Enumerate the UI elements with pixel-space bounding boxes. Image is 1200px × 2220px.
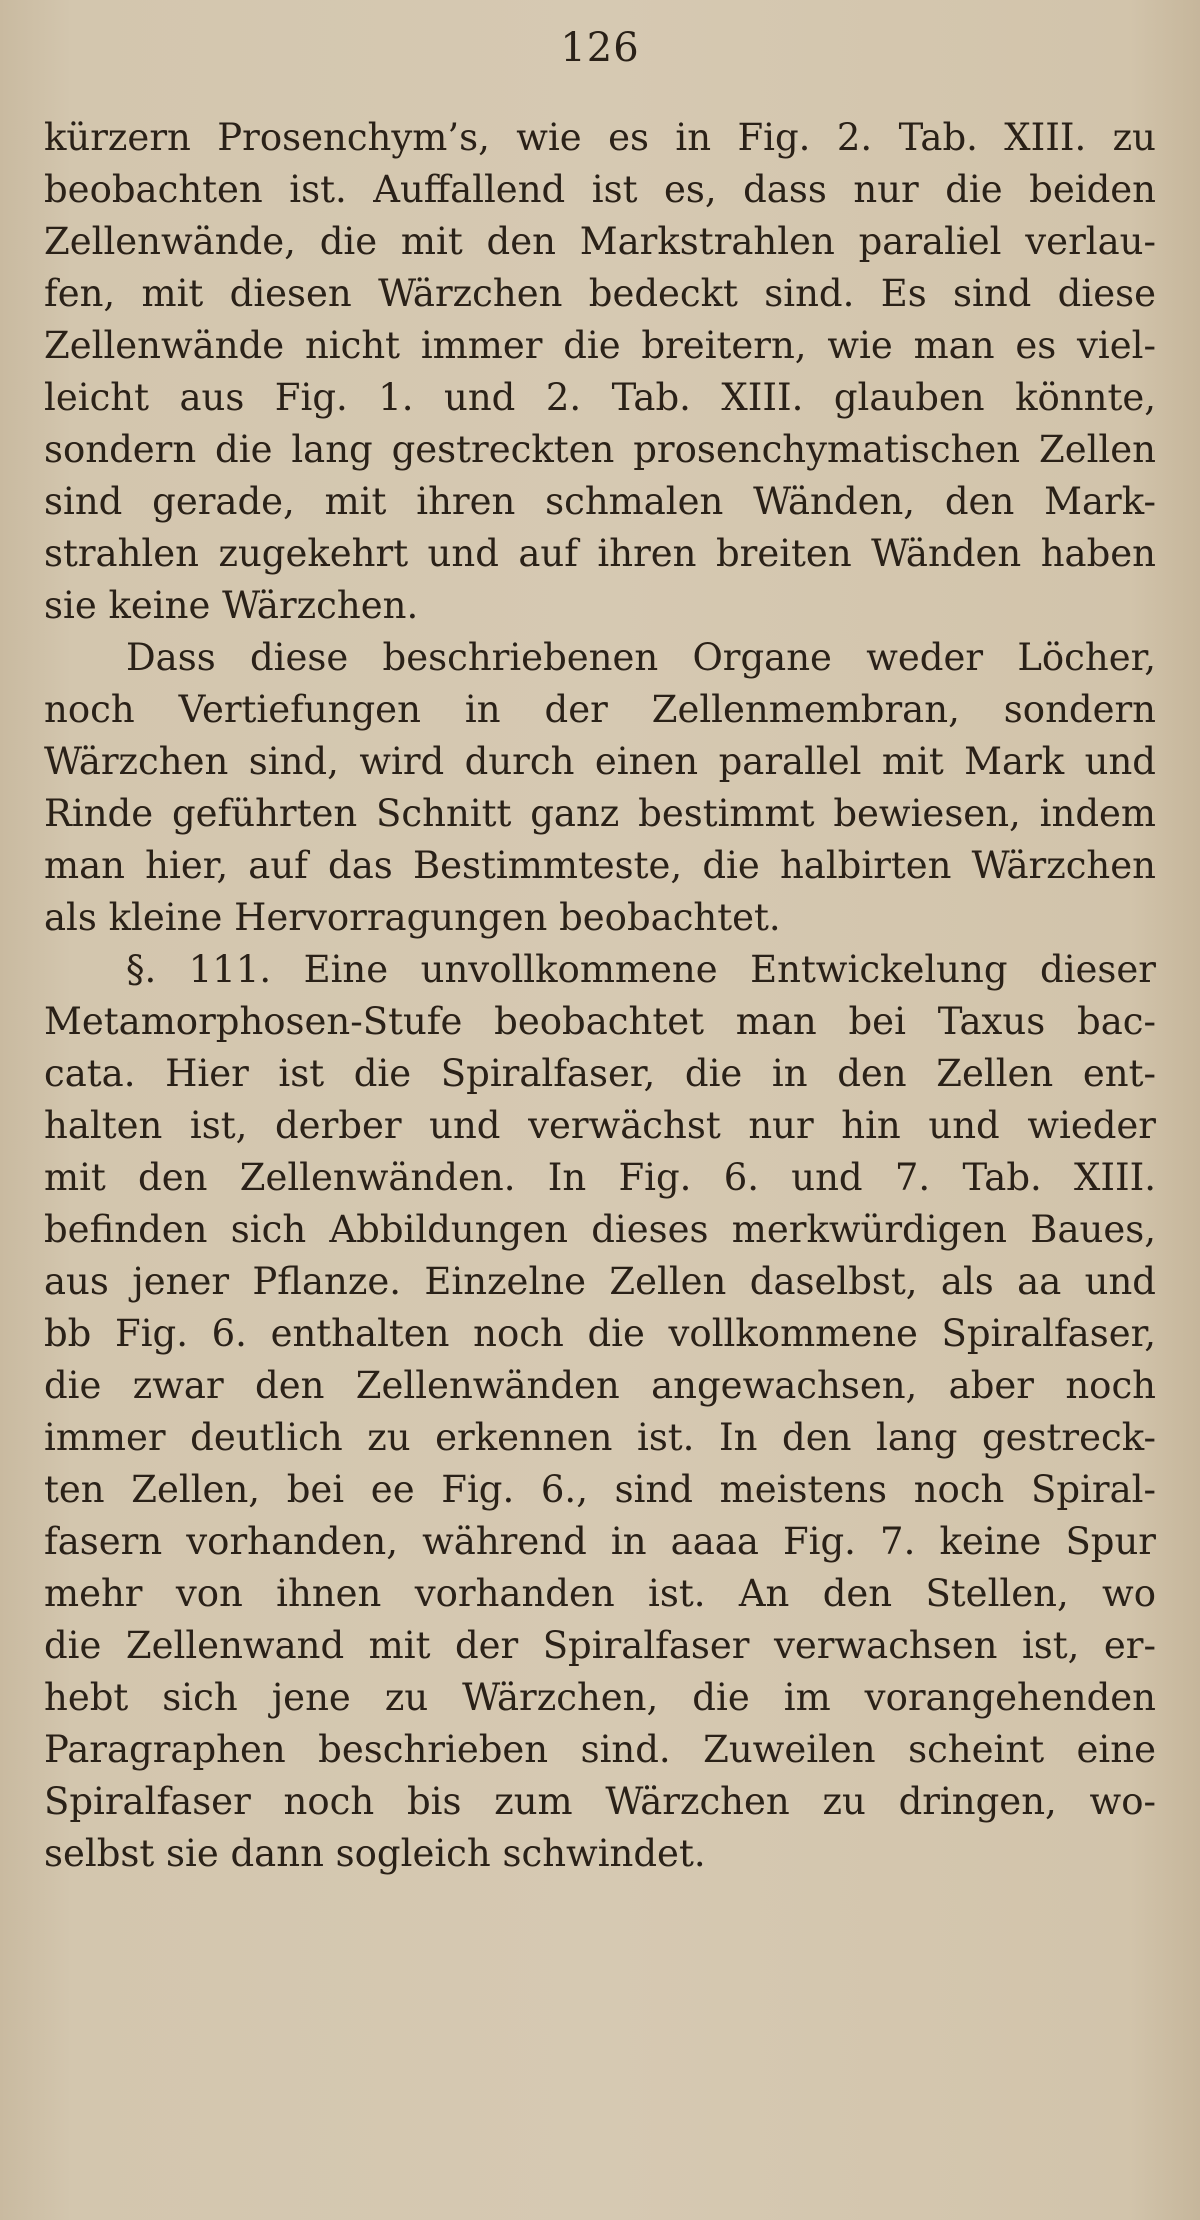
text-line: fasern vorhanden, während in aaaa Fig. 7. keine Spur	[44, 1520, 1156, 1563]
text-line: sie keine Wärzchen.	[44, 584, 419, 627]
text-line: Zellenwände, die mit den Markstrahlen paraliel verlau-	[44, 220, 1156, 263]
text-line: fen, mit diesen Wärzchen bedeckt sind. Es sind diese	[44, 272, 1156, 315]
text-line: als kleine Hervorragungen beobachtet.	[44, 896, 781, 939]
text-line: Dass diese beschriebenen Organe weder Löcher,	[126, 636, 1156, 679]
text-line: hebt sich jene zu Wärzchen, die im vorangehenden	[44, 1676, 1156, 1719]
text-line: immer deutlich zu erkennen ist. In den lang gestreck-	[44, 1416, 1156, 1459]
text-line: befinden sich Abbildungen dieses merkwürdigen Baues,	[44, 1208, 1156, 1251]
text-line: man hier, auf das Bestimmteste, die halbirten Wärzchen	[44, 844, 1156, 887]
text-line: mehr von ihnen vorhanden ist. An den Stellen, wo	[44, 1572, 1156, 1615]
page-number: 126	[560, 25, 640, 71]
text-line: selbst sie dann sogleich schwindet.	[44, 1832, 706, 1875]
text-line: strahlen zugekehrt und auf ihren breiten Wänden haben	[44, 532, 1156, 575]
text-line: die Zellenwand mit der Spiralfaser verwachsen ist, er-	[44, 1624, 1156, 1667]
text-line: Paragraphen beschrieben sind. Zuweilen scheint eine	[44, 1728, 1156, 1771]
text-line: Wärzchen sind, wird durch einen parallel mit Mark und	[44, 740, 1156, 783]
text-line: ten Zellen, bei ee Fig. 6., sind meistens noch Spiral-	[44, 1468, 1156, 1511]
text-line: bb Fig. 6. enthalten noch die vollkommene Spiralfaser,	[44, 1312, 1156, 1355]
text-line: halten ist, derber und verwächst nur hin und wieder	[44, 1104, 1156, 1147]
text-line: Spiralfaser noch bis zum Wärzchen zu dringen, wo-	[44, 1780, 1156, 1823]
text-line: sondern die lang gestreckten prosenchymatischen Zellen	[44, 428, 1156, 471]
text-line: Rinde geführten Schnitt ganz bestimmt bewiesen, indem	[44, 792, 1156, 835]
text-line: sind gerade, mit ihren schmalen Wänden, den Mark-	[44, 480, 1156, 523]
text-line: kürzern Prosenchym’s, wie es in Fig. 2. Tab. XIII. zu	[44, 116, 1156, 159]
text-line: §. 111. Eine unvollkommene Entwickelung dieser	[126, 948, 1156, 991]
text-line: mit den Zellenwänden. In Fig. 6. und 7. Tab. XIII.	[44, 1156, 1156, 1199]
text-line: aus jener Pflanze. Einzelne Zellen daselbst, als aa und	[44, 1260, 1156, 1303]
text-line: die zwar den Zellenwänden angewachsen, aber noch	[44, 1364, 1156, 1407]
text-line: Zellenwände nicht immer die breitern, wie man es viel-	[44, 324, 1156, 367]
text-line: Metamorphosen-Stufe beobachtet man bei Taxus bac-	[44, 1000, 1156, 1043]
body-text	[44, 112, 1156, 1880]
text-line: cata. Hier ist die Spiralfaser, die in den Zellen ent-	[44, 1052, 1156, 1095]
text-line: noch Vertiefungen in der Zellenmembran, sondern	[44, 688, 1156, 731]
text-line: leicht aus Fig. 1. und 2. Tab. XIII. glauben könnte,	[44, 376, 1156, 419]
text-line: beobachten ist. Auffallend ist es, dass nur die beiden	[44, 168, 1156, 211]
